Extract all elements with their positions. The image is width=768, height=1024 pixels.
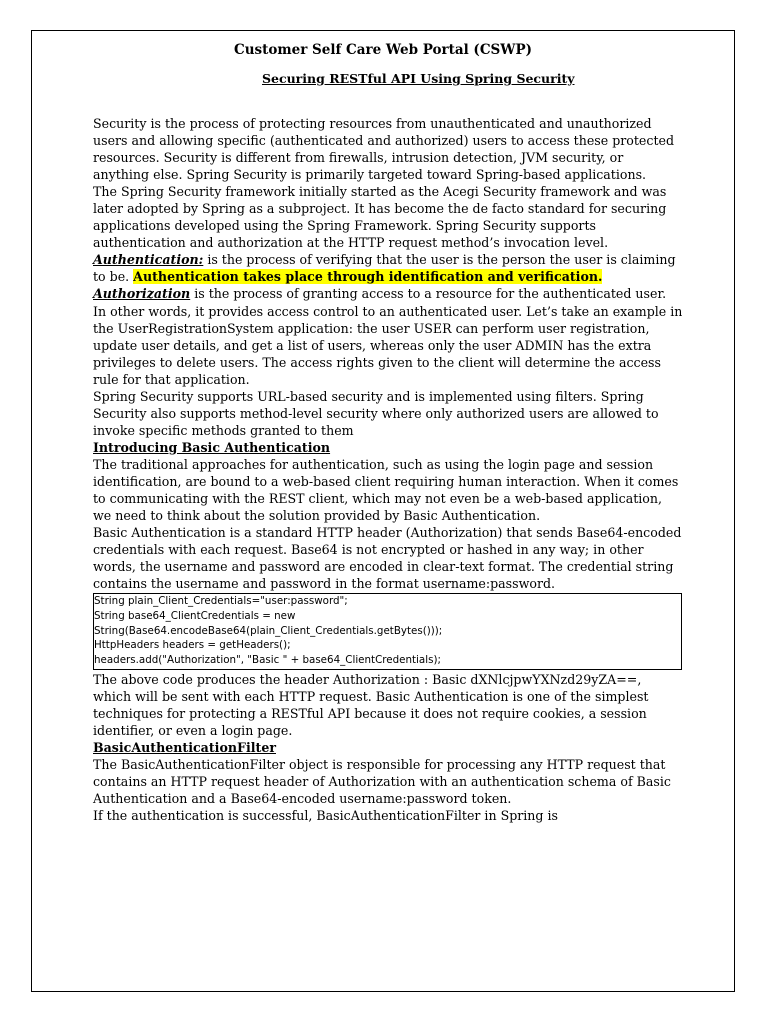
code-line: headers.add("Authorization", "Basic " + base64_ClientCredentials); [94,654,441,667]
code-line: String plain_Client_Credentials="user:password"; [94,595,348,608]
paragraph-filter: The BasicAuthenticationFilter object is responsible for processing any HTTP request that contains an HTTP request header of Authorization with an authentication schema of Basic Authentication and a Base64-encoded username:password token. [93,757,671,807]
authorization-term: Authorization [93,286,191,302]
paragraph-code-explanation: The above code produces the header Authorization : Basic dXNlcjpwYXNzd29yZA==, which will be sent with each HTTP request. Basic Authentication is one of the simplest techniques for protecting a RESTful API because it does not require cookies, a session identifier, or even a login page. [93,671,649,738]
paragraph-intro: Security is the process of protecting resources from unauthenticated and unauthorized users and allowing specific (authenticated and authorized) users to access these protected resources. Security is different from firewalls, intrusion detection, JVM security, or anything else. Spring Security is primarily targeted toward Spring-based applications. [93,116,675,183]
code-line: String(Base64.encodeBase64(plain_Client_Credentials.getBytes())); [94,624,443,637]
authentication-term: Authentication: [93,252,204,268]
heading-basic-authentication: Introducing Basic Authentication [93,439,331,455]
authentication-text: is the process of verifying that the user is the person the user is claiming to be. [93,252,676,285]
document-title: Customer Self Care Web Portal (CSWP) [233,42,533,58]
authorization-text: is the process of granting access to a resource for the authenticated user. In other words, it provides access control to an authenticated user. Let’s take an example in the UserRegistrationSystem application: the user USER can perform user registration, update user details, and get a list of users, whereas only the user ADMIN has the extra privileges to delete users. The access rights given to the client will determine the access rule for that application. [93,286,683,387]
paragraph-url-security: Spring Security supports URL-based security and is implemented using filters. Spring Security also supports method-level security where only authorized users are allowed to invoke specific methods granted to them [93,388,659,438]
paragraph-traditional: The traditional approaches for authentication, such as using the login page and session identification, are bound to a web-based client requiring human interaction. When it comes to communicating with the REST client, which may not even be a web-based application, we need to think about the solution provided by Basic Authentication. [93,456,679,524]
code-box [93,593,682,670]
document-subtitle: Securing RESTful API Using Spring Security [262,71,575,86]
code-line: HttpHeaders headers = getHeaders(); [94,639,291,652]
paragraph-framework: The Spring Security framework initially started as the Acegi Security framework and was later adopted by Spring as a subproject. It has become the de facto standard for securing applications developed using the Spring Framework. Spring Security supports authentication and authorization at the HTTP request method’s invocation level. [93,184,667,251]
document-body [93,115,683,824]
paragraph-authentication [93,251,683,285]
paragraph-filter-success: If the authentication is successful, BasicAuthenticationFilter in Spring is [93,808,558,824]
code-line: String base64_ClientCredentials = new [94,610,296,623]
paragraph-basic-auth-header: Basic Authentication is a standard HTTP header (Authorization) that sends Base64-encoded credentials with each request. Base64 is not encrypted or hashed in any way; in other words, the username and password are encoded in clear-text format. The credential string contains the username and password in the format username:password. [93,525,682,592]
heading-basic-authentication-filter: BasicAuthenticationFilter [93,740,276,756]
authentication-highlight: Authentication takes place through identification and verification. [133,269,603,285]
paragraph-authorization [93,285,683,387]
